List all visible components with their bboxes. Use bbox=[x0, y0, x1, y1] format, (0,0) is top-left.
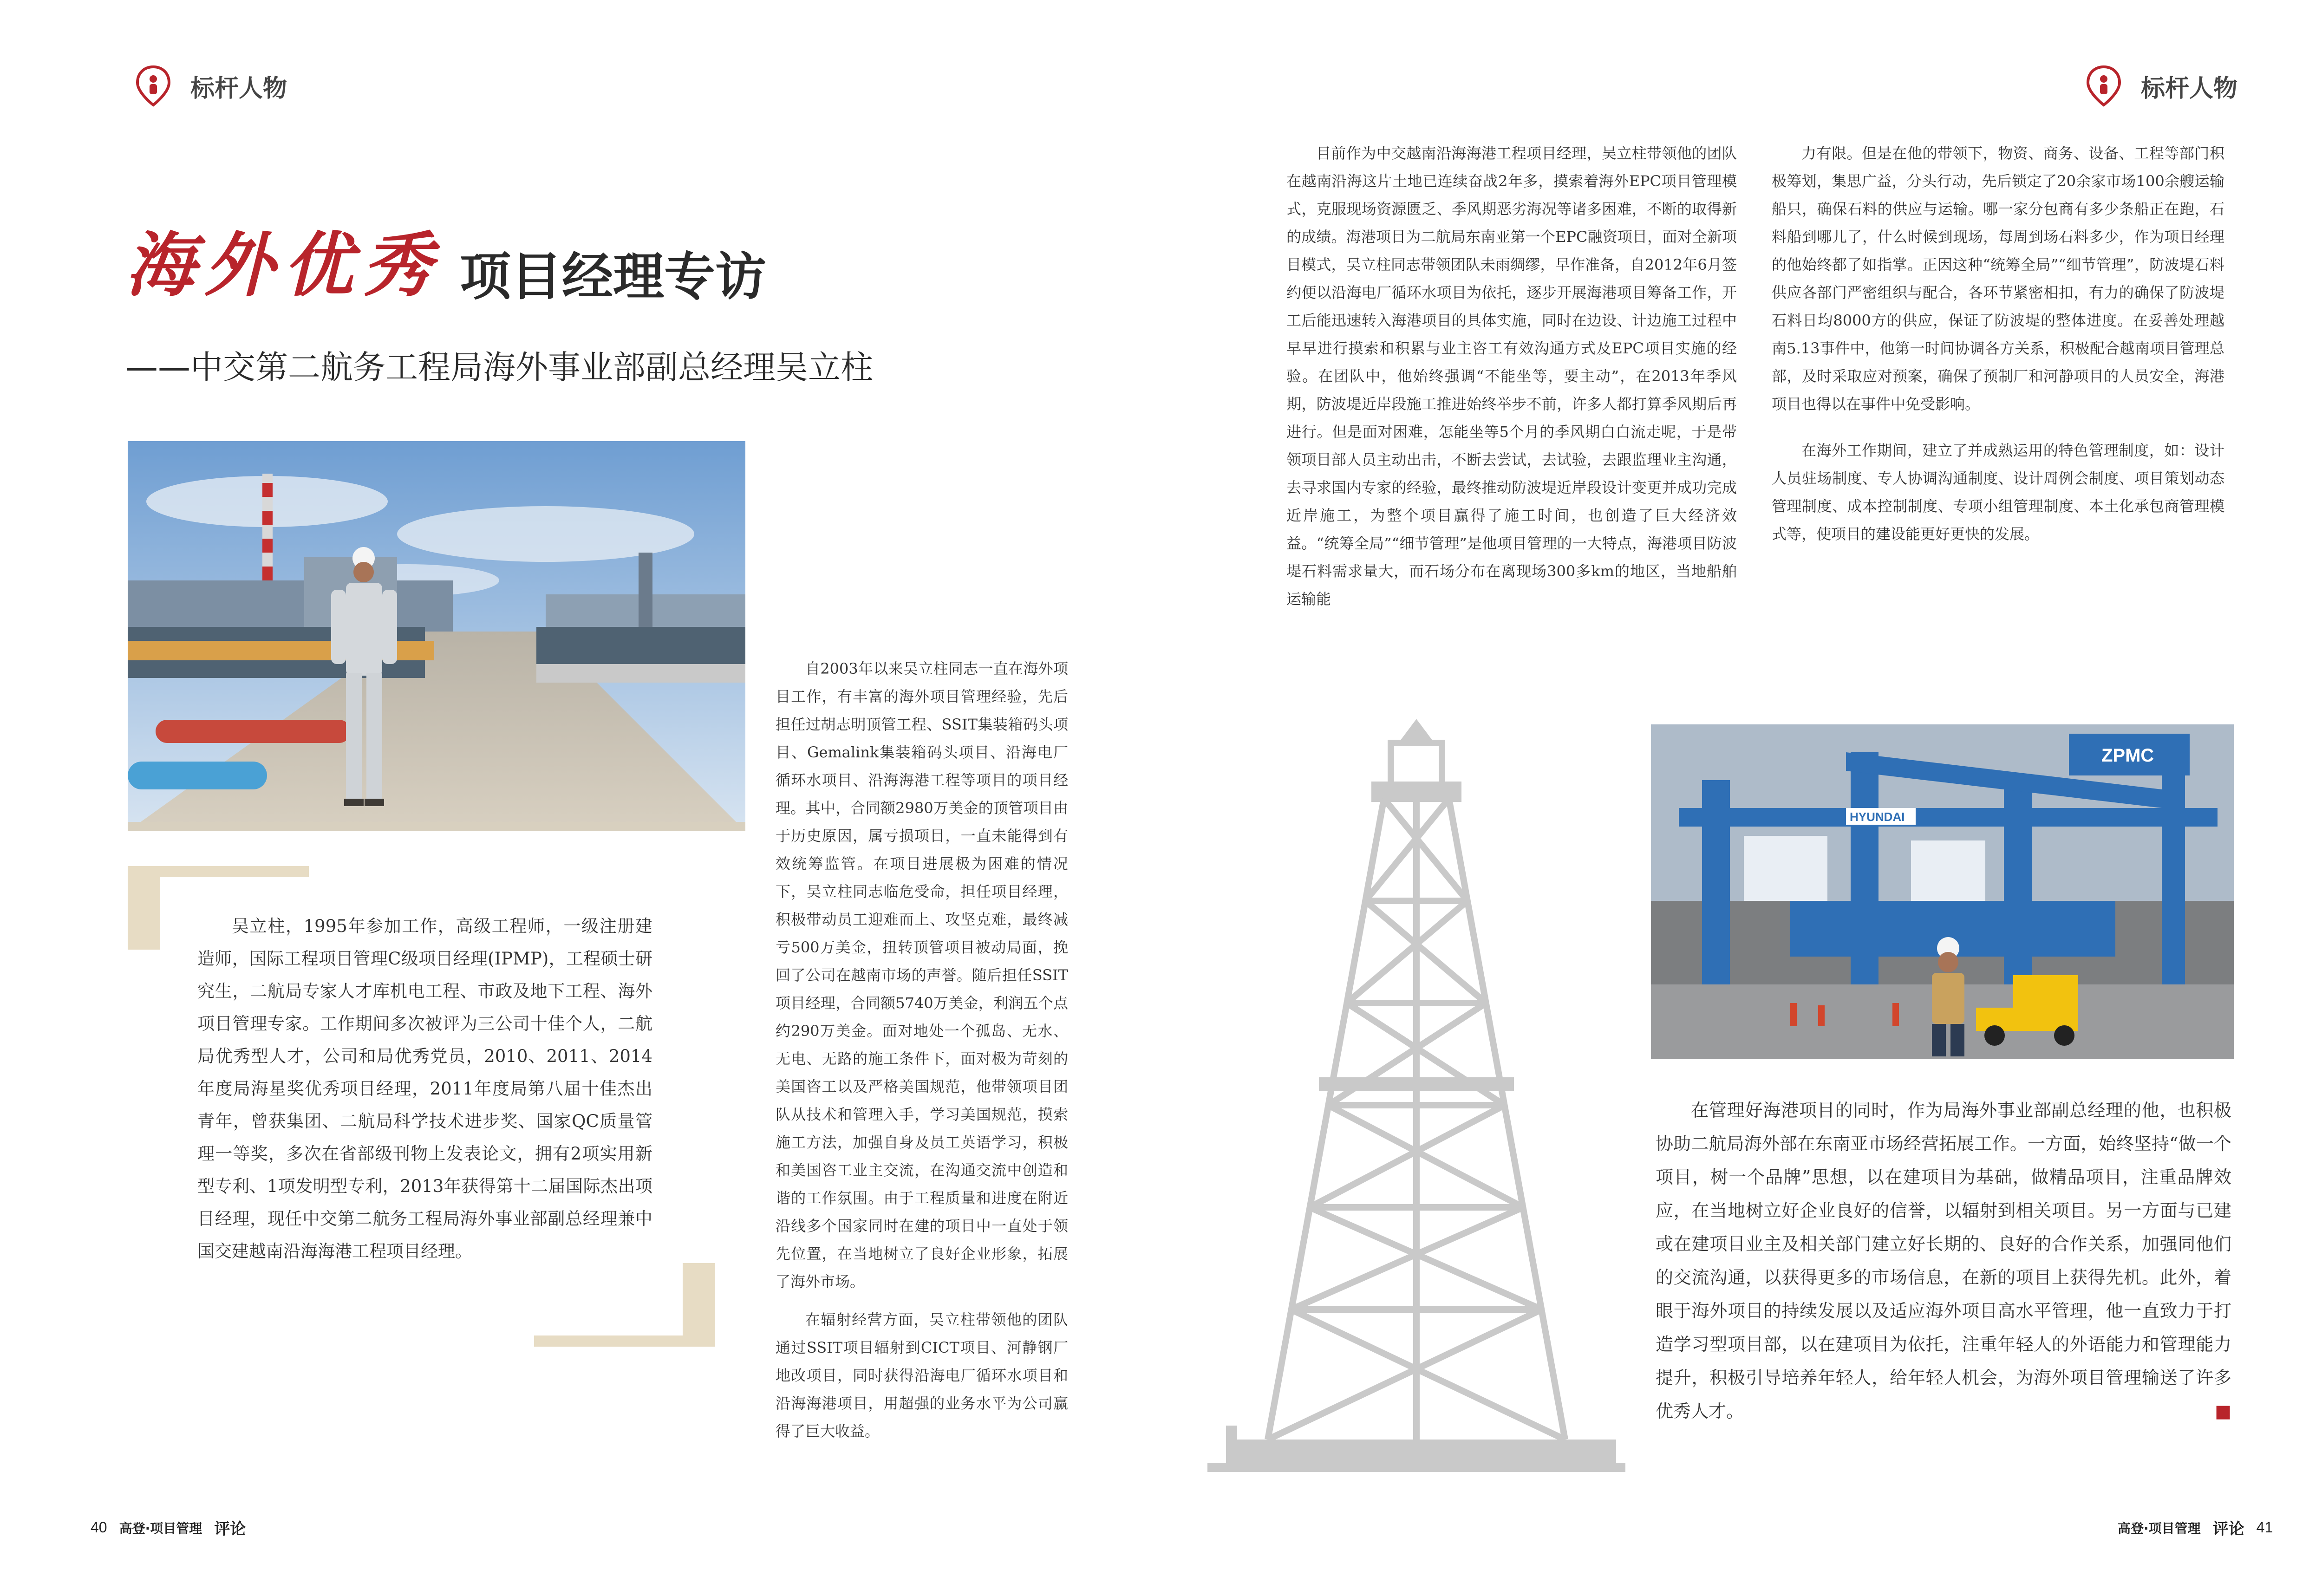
section-tag-left bbox=[135, 65, 287, 107]
article-subtitle: ——中交第二航务工程局海外事业部副总经理吴立柱 bbox=[125, 348, 873, 386]
paragraph: 在管理好海港项目的同时，作为局海外事业部副总经理的他，也积极协助二航局海外部在东南亚市场经营拓展工作。一方面，始终坚持“做一个项目，树一个品牌”思想，以在建项目为基础，做精品项目，注重品牌效应，在当地树立好企业良好的信誉，以辐射到相关项目。另一方面与已建或在建项目业主及相关部门建立好长期的、良好的合作关系，加强同他们的交流沟通，以获得更多的市场信息，在新的项目上获得先机。此外，着眼于海外项目的持续发展以及适应海外项目高水平管理，他一直致力于打造学习型项目部，以在建项目为依托，注重年轻人的外语能力和管理能力提升，积极引导培养年轻人，给年轻人机会，为海外项目管理输送了许多优秀人才。 bbox=[1656, 1100, 2231, 1421]
ship-name: HYUNDAI bbox=[1850, 810, 1905, 824]
magazine-name: 高登·项目管理 bbox=[119, 1520, 202, 1536]
paragraph: 在辐射经营方面，吴立柱带领他的团队通过SSIT项目辐射到CICT项目、河静钢厂地改项目，同时获得沿海电厂循环水项目和沿海海港项目，用超强的业务水平为公司赢得了巨大收益。 bbox=[776, 1311, 1068, 1440]
location-person-icon bbox=[2085, 65, 2122, 107]
title-highlight: 海外优秀 bbox=[125, 224, 442, 306]
crane-sign: ZPMC bbox=[2101, 745, 2154, 766]
paragraph: 目前作为中交越南沿海海港工程项目经理，吴立柱带领他的团队在越南沿海这片土地已连续奋战2年多，摸索着海外EPC项目管理模式，克服现场资源匮乏、季风期恶劣海况等诸多困难，不断的取得新的成绩。海港项目为二航局东南亚第一个EPC融资项目，面对全新项目模式，吴立柱同志带领团队未雨绸缪，早作准备，自2012年6月签约便以沿海电厂循环水项目为依托，逐步开展海港项目筹备工作，开工后能迅速转入海港项目的具体实施，同时在边设、计边施工过程中早早进行摸索和积累与业主咨工有效沟通方式及EPC项目实施的经验。在团队中，他始终强调“不能坐等，要主动”，在2013年季风期，防波堤近岸段施工推进始终举步不前，许多人都打算季风期后再进行。但是面对困难，怎能坐等5个月的季风期白白流走呢，于是带领项目部人员主动出击，不断去尝试，去试验，去跟监理业主沟通，去寻求国内专家的经验，最终推动防波堤近岸段设计变更并成功完成近岸施工，为整个项目赢得了施工时间，也创造了巨大经济效益。“统筹全局”“细节管理”是他项目管理的一大特点，海港项目防波堤石料需求量大，而石场分布在离现场300多km的地区，当地船舶运输能 bbox=[1286, 144, 1737, 608]
bio-text bbox=[197, 910, 652, 1268]
derrick-illustration bbox=[1207, 715, 1625, 1486]
magazine-suffix: 评论 bbox=[2212, 1520, 2244, 1538]
end-mark-icon: ■ bbox=[2215, 1401, 2231, 1421]
section-tag-right bbox=[2085, 65, 2237, 107]
article-column-1 bbox=[776, 655, 1068, 1445]
footer-left bbox=[91, 1516, 246, 1539]
location-person-icon bbox=[135, 65, 172, 107]
paragraph: 在海外工作期间，建立了并成熟运用的特色管理制度，如：设计人员驻场制度、专人协调沟通制度、设计周例会制度、项目策划动态管理制度、成本控制制度、专项小组管理制度、本土化承包商管理模式等，使项目的建设能更好更快的发展。 bbox=[1772, 442, 2224, 543]
article-column-4 bbox=[1656, 1094, 2231, 1428]
footer-right bbox=[2118, 1516, 2273, 1539]
title-main: 项目经理专访 bbox=[460, 247, 767, 306]
magazine-name: 高登·项目管理 bbox=[2118, 1520, 2201, 1536]
article-title bbox=[125, 209, 766, 309]
page-number: 40 bbox=[91, 1519, 107, 1536]
paragraph: 力有限。但是在他的带领下，物资、商务、设备、工程等部门积极筹划，集思广益，分头行动，先后锁定了20余家市场100余艘运输船只，确保石料的供应与运输。哪一家分包商有多少条船正在跑，石料船到哪儿了，什么时候到现场，每周到场石料多少，作为项目经理的他始终都了如指掌。正因这种“统筹全局”“细节管理”，防波堤石料供应各部门严密组织与配合，各环节紧密相扣，有力的确保了防波堤石料日均8000方的供应，保证了防波堤的整体进度。在妥善处理越南5.13事件中，他第一时间协调各方关系，积极配合越南项目管理总部，及时采取应对预案，确保了预制厂和河静项目的人员安全，海港项目也得以在事件中免受影响。 bbox=[1772, 144, 2224, 413]
bio-paragraph: 吴立柱，1995年参加工作，高级工程师，一级注册建造师，国际工程项目管理C级项目经理(IPMP)，工程硕士研究生，二航局专家人才库机电工程、市政及地下工程、海外项目管理专家。工作期间多次被评为三公司十佳个人，二航局优秀型人才，公司和局优秀党员，2010、2011、2014年度局海星奖优秀项目经理，2011年度局第八届十佳杰出青年，曾获集团、二航局科学技术进步奖、国家QC质量管理一等奖，多次在省部级刊物上发表论文，拥有2项实用新型专利、1项发明型专利，2013年获得第十二届国际杰出项目经理，现任中交第二航务工程局海外事业部副总经理兼中国交建越南沿海海港工程项目经理。 bbox=[197, 916, 652, 1261]
photo-engineer-at-port bbox=[1651, 724, 2234, 1059]
paragraph: 自2003年以来吴立柱同志一直在海外项目工作，有丰富的海外项目管理经验，先后担任过胡志明顶管工程、SSIT集装箱码头项目、Gemalink集装箱码头项目、沿海电厂循环水项目、沿海海港工程等项目的项目经理。其中，合同额2980万美金的顶管项目由于历史原因，属亏损项目，一直未能得到有效统筹监管。在项目进展极为困难的情况下，吴立柱同志临危受命，担任项目经理，积极带动员工迎难而上、攻坚克难，最终减亏500万美金，扭转顶管项目被动局面，挽回了公司在越南市场的声誉。随后担任SSIT项目经理，合同额5740万美金，利润五个点约290万美金。面对地处一个孤岛、无水、无电、无路的施工条件下，面对极为苛刻的美国咨工以及严格美国规范，他带领项目团队从技术和管理入手，学习美国规范，摸索施工方法，加强自身及员工英语学习，积极和美国咨工业主交流，在沟通交流中创造和谐的工作氛围。由于工程质量和进度在附近沿线多个国家同时在建的项目中一直处于领先位置，在当地树立了良好企业形象，拓展了海外市场。 bbox=[776, 660, 1068, 1290]
article-column-3 bbox=[1772, 139, 2224, 548]
section-label: 标杆人物 bbox=[2141, 74, 2238, 103]
section-label: 标杆人物 bbox=[190, 74, 287, 103]
page-number: 41 bbox=[2256, 1519, 2273, 1536]
photo-engineer-on-pier bbox=[128, 441, 745, 831]
bracket-bottom-right bbox=[534, 1263, 715, 1347]
article-column-2 bbox=[1286, 139, 1737, 613]
magazine-suffix: 评论 bbox=[214, 1520, 246, 1538]
